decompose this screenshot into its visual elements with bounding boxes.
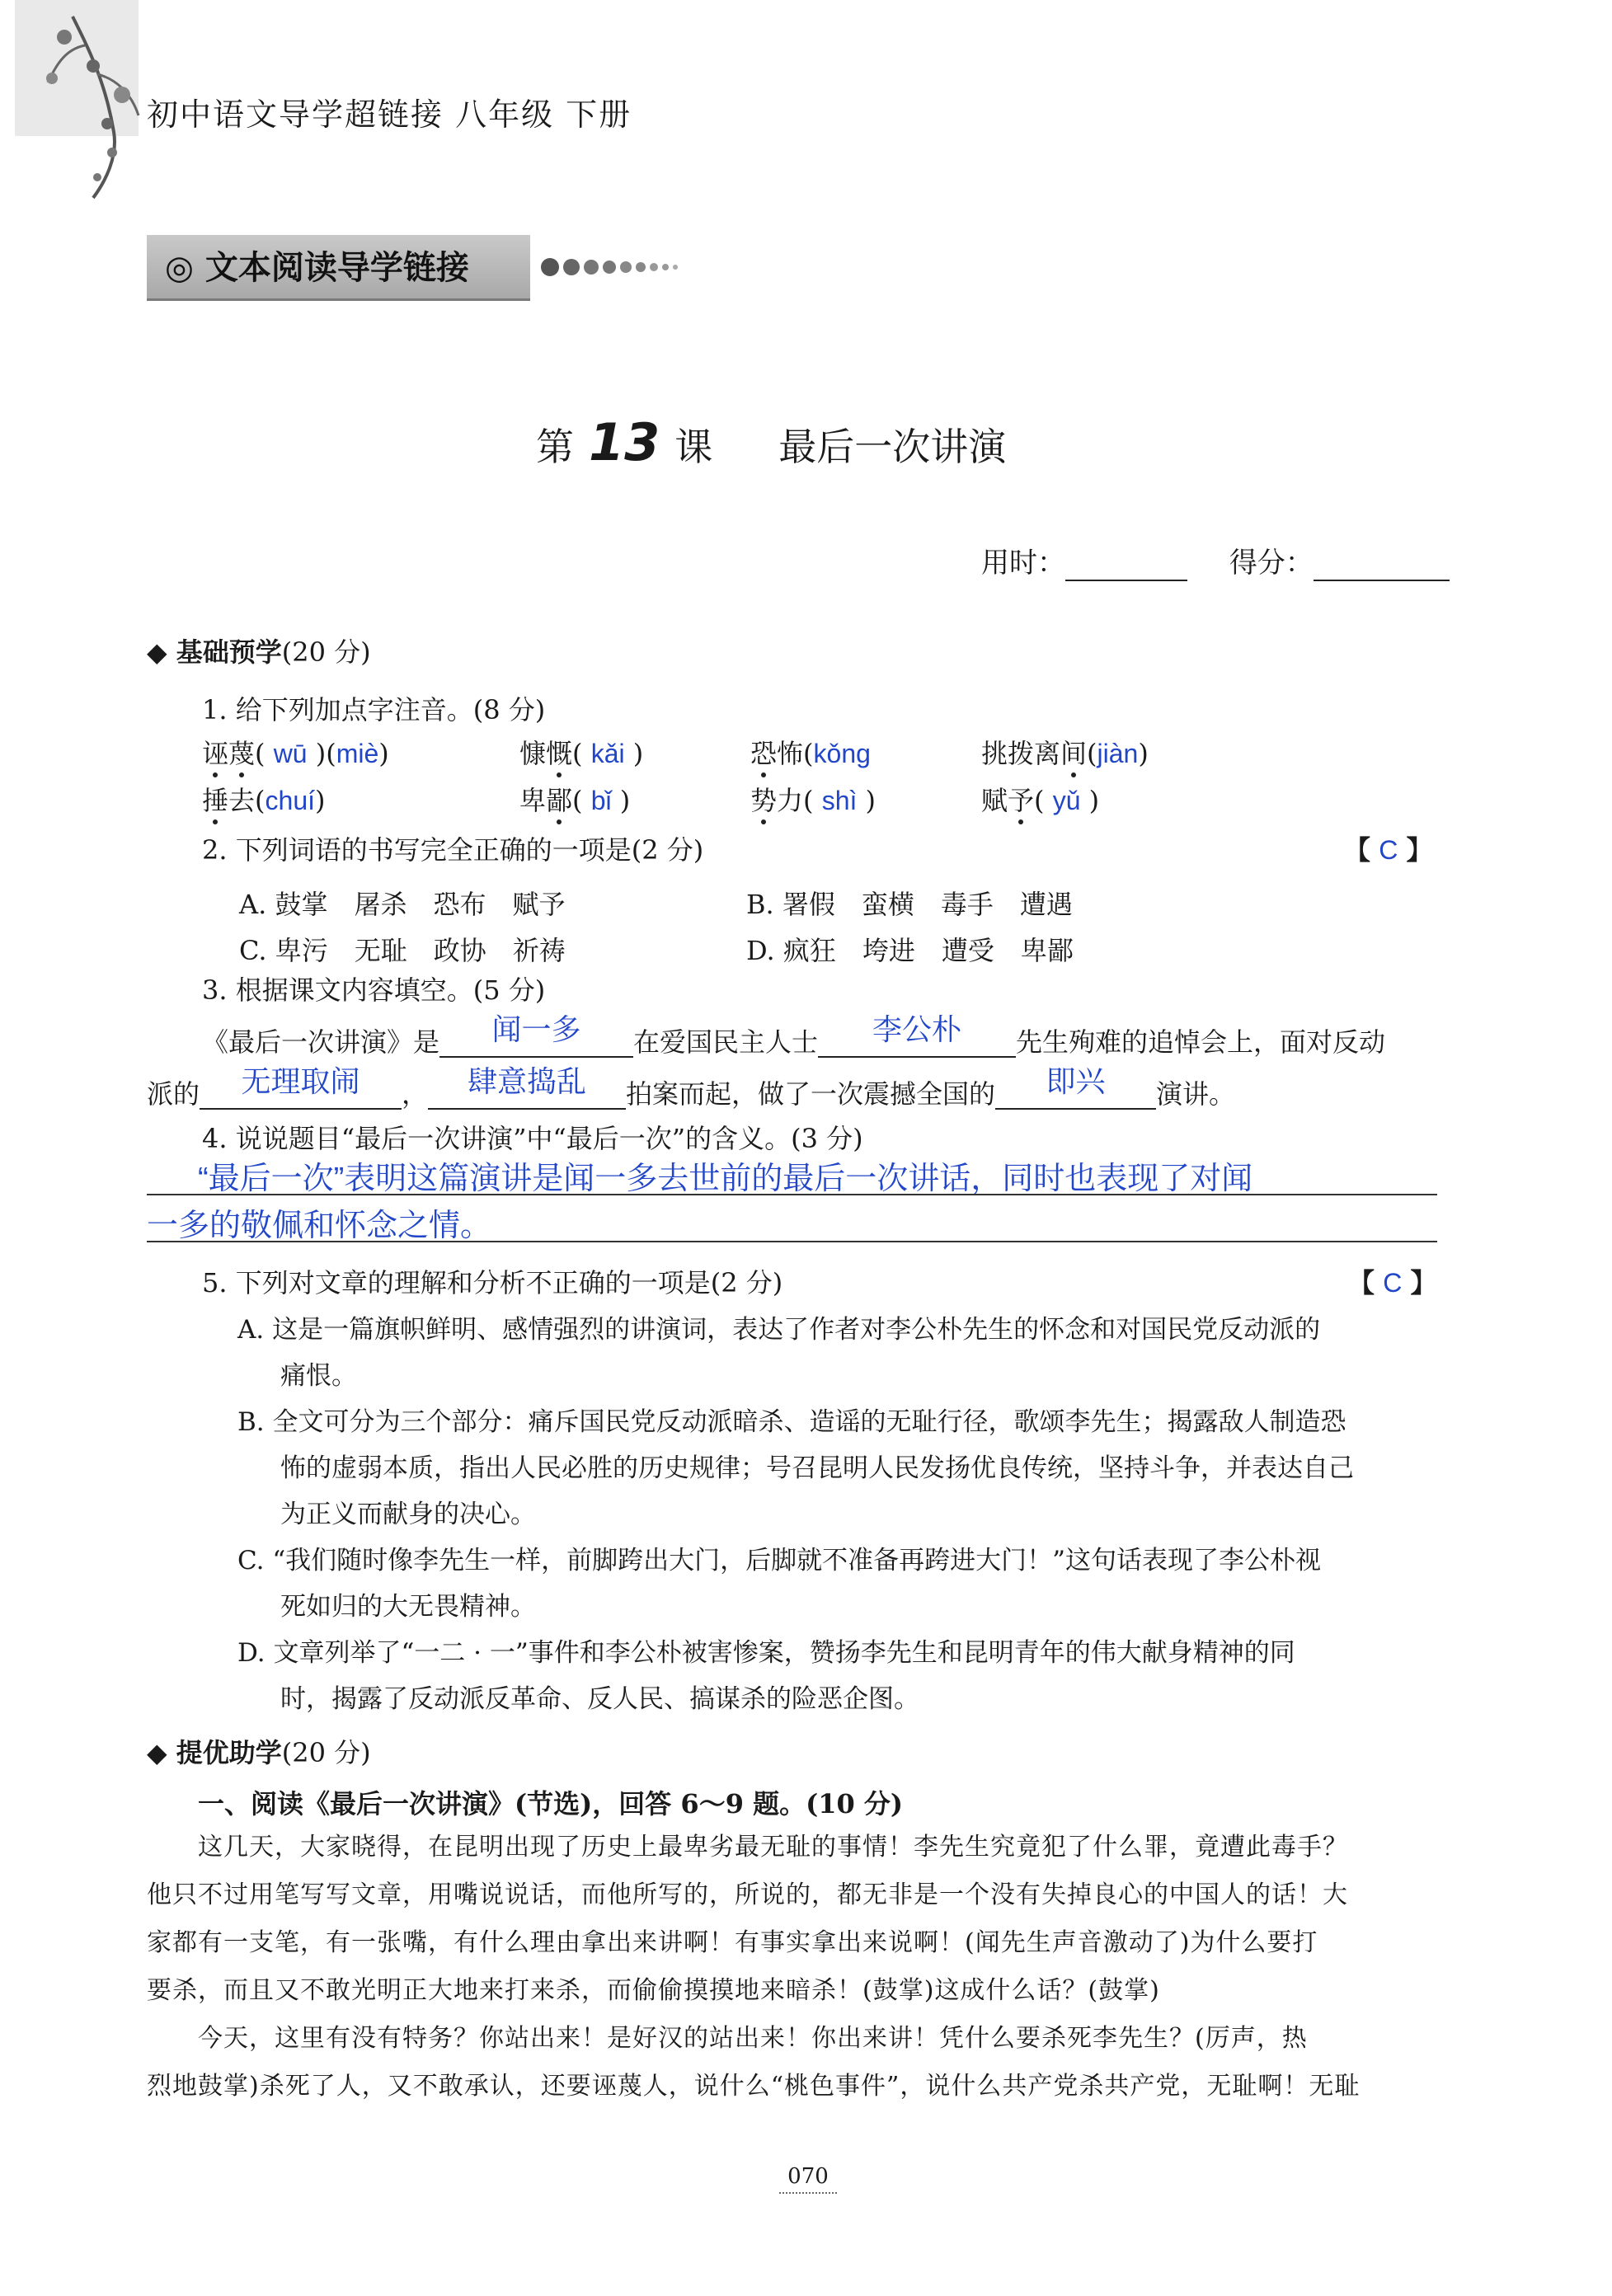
plum-branch-decoration	[15, 0, 163, 209]
passage-line: 今天，这里有没有特务？你站出来！是好汉的站出来！你出来讲！凭什么要杀死李先生？(厉声，热	[198, 2024, 1308, 2053]
time-blank	[1065, 547, 1187, 581]
pinyin-answer: miè	[336, 739, 379, 768]
text: 《最后一次讲演》是	[202, 1026, 440, 1058]
time-score-line	[981, 540, 1450, 581]
char: 卑	[519, 785, 547, 816]
paren: (	[1087, 738, 1097, 769]
text-line: 为正义而献身的决心。	[280, 1500, 536, 1529]
paren: )	[1138, 738, 1149, 769]
q5-option-d	[237, 1630, 1450, 1722]
passage-line: 他只不过用笔写写文章，用嘴说说话，而他所写的，所说的，都无非是一个没有失掉良心的中国人的话！大	[147, 1880, 1348, 1909]
q3-blank-2	[818, 1012, 1016, 1058]
text: 先生殉难的追悼会上，面对反动	[1016, 1026, 1386, 1058]
paren: (	[572, 738, 583, 769]
text: 拍案而起，做了一次震撼全国的	[626, 1078, 996, 1110]
bracket-right: 】	[1410, 1267, 1437, 1298]
lesson-prefix: 第	[536, 425, 574, 469]
q5-option-a	[237, 1307, 1450, 1399]
q3-answer-5: 即兴	[1046, 1064, 1106, 1098]
dotted-char: 慨	[546, 738, 573, 769]
q1-item-6	[519, 787, 630, 814]
char: 去	[228, 785, 256, 816]
bracket-right: 】	[1406, 834, 1433, 866]
q3-answer-3: 无理取闹	[241, 1064, 360, 1098]
text-line: 时，揭露了反动派反革命、反人民、搞谋杀的险恶企图。	[280, 1684, 919, 1714]
bracket-left: 【	[1344, 834, 1371, 866]
book-title: 初中语文导学超链接 八年级 下册	[147, 96, 632, 133]
q2-option-c: C. 卑污 无耻 政协 祈祷	[239, 935, 566, 966]
pinyin-answer: kǒng	[813, 739, 871, 768]
pinyin-answer: shì	[821, 786, 858, 815]
pinyin-answer: kǎi	[590, 739, 625, 768]
time-label: 用时：	[981, 547, 1065, 580]
q1-item-7	[750, 787, 876, 814]
passage-line: 烈地鼓掌)杀死了人，又不敢承认，还要诬蔑人，说什么“桃色事件”，说什么共产党杀共产党，无耻啊！无耻	[147, 2072, 1361, 2101]
q5-option-c	[237, 1538, 1450, 1630]
pinyin-answer: yǔ	[1052, 786, 1081, 815]
q2-answer: C	[1379, 835, 1398, 865]
q1-item-8	[981, 787, 1099, 814]
q2-option-b: B. 署假 蛮横 毒手 遭遇	[746, 889, 1073, 920]
dotted-char: 捶	[202, 785, 229, 816]
char: 怖	[777, 738, 804, 769]
paren: )	[865, 785, 876, 816]
q5-option-b	[237, 1399, 1450, 1538]
part2-score: (20 分)	[281, 1737, 371, 1768]
dotted-char: 予	[1008, 785, 1035, 816]
text: 派的	[147, 1078, 200, 1110]
text: ，	[402, 1078, 429, 1110]
dotted-char: 蔑	[228, 738, 256, 769]
pinyin-answer: jiàn	[1097, 739, 1139, 768]
q2-option-a: A. 鼓掌 屠杀 恐布 赋予	[239, 889, 566, 920]
paren: )	[1088, 785, 1100, 816]
lesson-suffix: 课	[674, 425, 713, 469]
lesson-title	[536, 412, 1006, 472]
q3-blank-5	[995, 1064, 1156, 1110]
paren: )(	[315, 738, 336, 769]
q3-blank-4	[428, 1064, 626, 1110]
q3-answer-2: 李公朴	[872, 1012, 962, 1046]
q1-item-5	[202, 787, 325, 814]
paren: )	[619, 785, 631, 816]
char: 挑拨离	[981, 738, 1061, 769]
dotted-char: 恐	[750, 738, 778, 769]
passage-line: 这几天，大家晓得，在昆明出现了历史上最卑劣最无耻的事情！李先生究竟犯了什么罪，竟遭此毒手？	[198, 1833, 1348, 1862]
paren: (	[1034, 785, 1045, 816]
page-number: 070	[779, 2164, 837, 2194]
q4-answer-line-2: 一多的敬佩和怀念之情。	[147, 1209, 492, 1243]
part2-heading	[147, 1737, 371, 1768]
q2-answer-bracket	[1344, 834, 1433, 866]
section-banner: ◎ 文本阅读导学链接	[147, 235, 530, 301]
pinyin-answer: chuí	[265, 786, 315, 815]
text-line: C. “我们随时像李先生一样，前脚跨出大门，后脚就不准备再跨进大门！”这句话表现了李公朴视	[237, 1546, 1322, 1575]
q1-item-3	[750, 740, 871, 767]
reading-stem: 一、阅读《最后一次讲演》(节选)，回答 6～9 题。(10 分)	[198, 1788, 904, 1819]
text-line: D. 文章列举了“一二 · 一”事件和李公朴被害惨案，赞扬李先生和昆明青年的伟大献身精神的同	[237, 1638, 1295, 1668]
dotted-char: 势	[750, 785, 778, 816]
text: 演讲。	[1156, 1078, 1236, 1110]
q3-answer-4: 肆意捣乱	[468, 1064, 587, 1098]
part1-title: ◆ 基础预学	[147, 636, 282, 668]
pinyin-answer: bǐ	[590, 786, 612, 815]
char: 力	[777, 785, 804, 816]
q5-stem: 5. 下列对文章的理解和分析不正确的一项是(2 分)	[202, 1267, 783, 1298]
text-line: B. 全文可分为三个部分：痛斥国民党反动派暗杀、造谣的无耻行径，歌颂李先生；揭露敌人制造恐	[237, 1407, 1346, 1437]
q5-answer: C	[1383, 1268, 1403, 1298]
q4-stem: 4. 说说题目“最后一次讲演”中“最后一次”的含义。(3 分)	[202, 1123, 863, 1154]
paren: (	[255, 785, 266, 816]
reading-passage	[147, 1824, 1450, 2111]
score-blank	[1314, 547, 1450, 581]
paren: (	[803, 738, 814, 769]
text-line: 痛恨。	[280, 1361, 357, 1391]
q3-blank-1	[439, 1012, 633, 1058]
part1-score: (20 分)	[281, 636, 371, 668]
paren: (	[572, 785, 583, 816]
q4-answer-line-1: “最后一次”表明这篇演讲是闻一多去世前的最后一次讲话，同时也表现了对闻	[198, 1162, 1253, 1196]
text: 在爱国民主人士	[633, 1026, 819, 1058]
q5-answer-bracket	[1348, 1267, 1437, 1298]
char: 慷	[519, 738, 547, 769]
char: 赋	[981, 785, 1008, 816]
q1-item-1	[202, 740, 389, 767]
part2-title: ◆ 提优助学	[147, 1737, 282, 1768]
bracket-left: 【	[1348, 1267, 1375, 1298]
passage-line: 家都有一支笔，有一张嘴，有什么理由拿出来讲啊！有事实拿出来说啊！(闻先生声音激动了)为什么要打	[147, 1928, 1318, 1957]
part1-heading	[147, 636, 371, 668]
q1-item-2	[519, 740, 643, 767]
q1-item-4	[981, 740, 1149, 767]
paren: (	[255, 738, 266, 769]
banner-dots-decoration	[540, 257, 713, 280]
text-line: 死如归的大无畏精神。	[280, 1592, 536, 1622]
q1-stem: 1. 给下列加点字注音。(8 分)	[202, 694, 546, 725]
dotted-char: 诬	[202, 738, 229, 769]
lesson-number: 13	[589, 412, 660, 472]
paren: )	[378, 738, 389, 769]
answer-rule	[147, 1194, 1437, 1195]
paren: (	[803, 785, 814, 816]
q2-option-d: D. 疯狂 垮进 遭受 卑鄙	[746, 935, 1074, 966]
q3-blank-3	[200, 1064, 402, 1110]
q3-line-1	[202, 1012, 1386, 1058]
paren: )	[315, 785, 326, 816]
q3-stem: 3. 根据课文内容填空。(5 分)	[202, 974, 546, 1006]
lesson-name: 最后一次讲演	[778, 425, 1007, 469]
text-line: 怖的虚弱本质，指出人民必胜的历史规律；号召昆明人民发扬优良传统，坚持斗争，并表达自己	[280, 1453, 1354, 1483]
dotted-char: 间	[1060, 738, 1088, 769]
score-label: 得分：	[1229, 547, 1314, 580]
paren: )	[632, 738, 644, 769]
q3-answer-1: 闻一多	[491, 1012, 581, 1046]
q2-stem: 2. 下列词语的书写完全正确的一项是(2 分)	[202, 834, 704, 866]
passage-line: 要杀，而且又不敢光明正大地来打来杀，而偷偷摸摸地来暗杀！(鼓掌)这成什么话？(鼓掌)	[147, 1976, 1160, 2005]
answer-rule	[147, 1241, 1437, 1242]
text-line: A. 这是一篇旗帜鲜明、感情强烈的讲演词，表达了作者对李公朴先生的怀念和对国民党反动派的	[237, 1315, 1321, 1345]
pinyin-answer: wū	[273, 739, 308, 768]
q3-line-2	[147, 1064, 1236, 1110]
dotted-char: 鄙	[546, 785, 573, 816]
